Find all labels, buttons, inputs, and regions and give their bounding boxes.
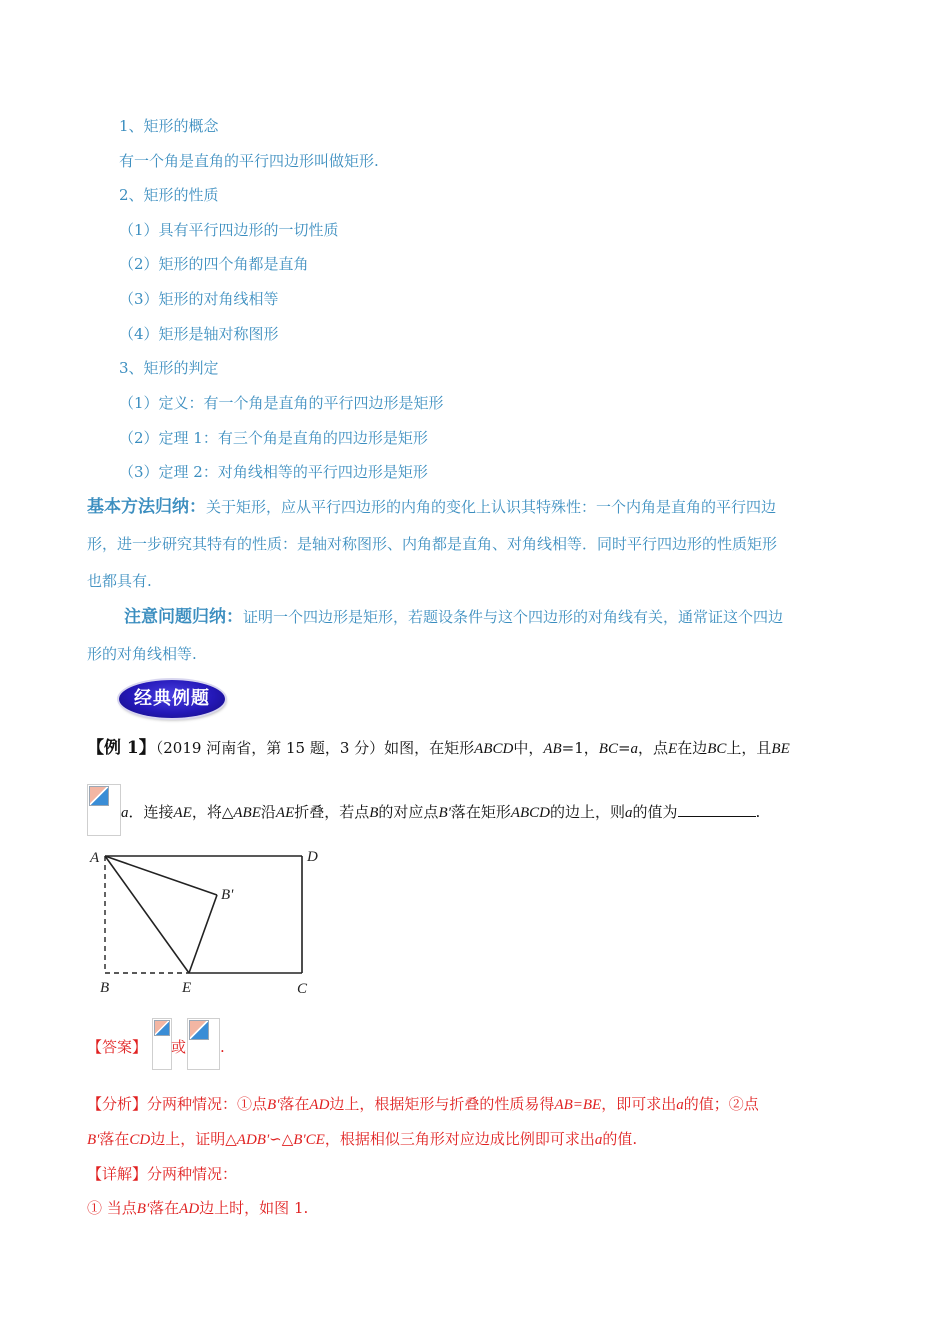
- notice-summary-line: 形的对角线相等.: [87, 645, 197, 663]
- example-question-line-2: a．连接AE，将△ABE沿AE折叠，若点B的对应点B'落在矩形ABCD的边上，则a的值为 .: [121, 803, 761, 821]
- property-item: （4）矩形是轴对称图形: [119, 325, 279, 343]
- detail-case-1: ① 当点B'落在AD边上时，如图 1.: [87, 1199, 309, 1217]
- analysis-label: 【分析】: [87, 1095, 148, 1113]
- criteria-item: （3）定理 2：对角线相等的平行四边形是矩形: [119, 463, 428, 481]
- broken-image-icon: [89, 786, 109, 806]
- property-item: （1）具有平行四边形的一切性质: [119, 221, 339, 239]
- detail-line: 【详解】分两种情况：: [87, 1165, 238, 1183]
- notice-summary-line: 注意问题归纳：证明一个四边形是矩形，若题设条件与这个四边形的对角线有关，通常证这个四边: [124, 607, 784, 627]
- property-item: （3）矩形的对角线相等: [119, 290, 279, 308]
- answer-formula-placeholder-2: [187, 1018, 220, 1070]
- example-question-line-1: 【例 1】（2019 河南省，第 15 题，3 分）如图，在矩形ABCD中，AB=1，BC=a，点E在边BC上，且BE: [87, 738, 790, 758]
- method-summary-line: 也都具有.: [87, 572, 152, 590]
- label-B-prime: B': [221, 887, 234, 903]
- rectangle-definition: 有一个角是直角的平行四边形叫做矩形.: [119, 152, 379, 170]
- example-label: 【例 1】: [87, 738, 156, 758]
- analysis-line-2: B'落在CD边上，证明△ADB'∽△B'CE，根据相似三角形对应边成比例即可求出a的值.: [87, 1130, 638, 1148]
- method-summary-line: 基本方法归纳：关于矩形，应从平行四边形的内角的变化上认识其特殊性：一个内角是直角的平行四边: [87, 497, 777, 517]
- property-item: （2）矩形的四个角都是直角: [119, 255, 309, 273]
- section-heading-properties: 2、矩形的性质: [119, 186, 219, 204]
- label-C: C: [297, 981, 308, 997]
- rectangle-fold-figure: [85, 845, 330, 1000]
- method-summary-line: 形，进一步研究其特有的性质：是轴对称图形、内角都是直角、对角线相等．同时平行四边形的性质矩形: [87, 535, 778, 553]
- answer-label: 【答案】: [87, 1038, 148, 1056]
- classic-examples-badge: 经典例题: [119, 680, 225, 718]
- label-A: A: [90, 850, 100, 866]
- analysis-line-1: 【分析】分两种情况：①点B'落在AD边上，根据矩形与折叠的性质易得AB=BE，即可求出a的值；②点: [87, 1095, 759, 1113]
- formula-image-placeholder: [87, 784, 121, 836]
- section-heading-criteria: 3、矩形的判定: [119, 359, 219, 377]
- answer-blank: [678, 802, 756, 817]
- answer-or: 或: [171, 1038, 187, 1056]
- label-D: D: [307, 849, 318, 865]
- section-heading-concept: 1、矩形的概念: [119, 117, 219, 135]
- broken-image-icon: [189, 1020, 209, 1040]
- label-B: B: [100, 980, 110, 996]
- segment-AB-prime: [105, 856, 217, 895]
- criteria-item: （2）定理 1：有三个角是直角的四边形是矩形: [119, 429, 428, 447]
- segment-B-prime-E: [189, 895, 217, 973]
- fold-line-AE: [105, 856, 189, 973]
- method-summary-label: 基本方法归纳：: [87, 497, 206, 517]
- detail-label: 【详解】: [87, 1165, 148, 1183]
- broken-image-icon: [154, 1020, 170, 1036]
- criteria-item: （1）定义：有一个角是直角的平行四边形是矩形: [119, 394, 444, 412]
- answer-end: .: [220, 1038, 225, 1056]
- notice-summary-label: 注意问题归纳：: [124, 607, 243, 627]
- label-E: E: [182, 980, 192, 996]
- answer-formula-placeholder-1: [152, 1018, 172, 1070]
